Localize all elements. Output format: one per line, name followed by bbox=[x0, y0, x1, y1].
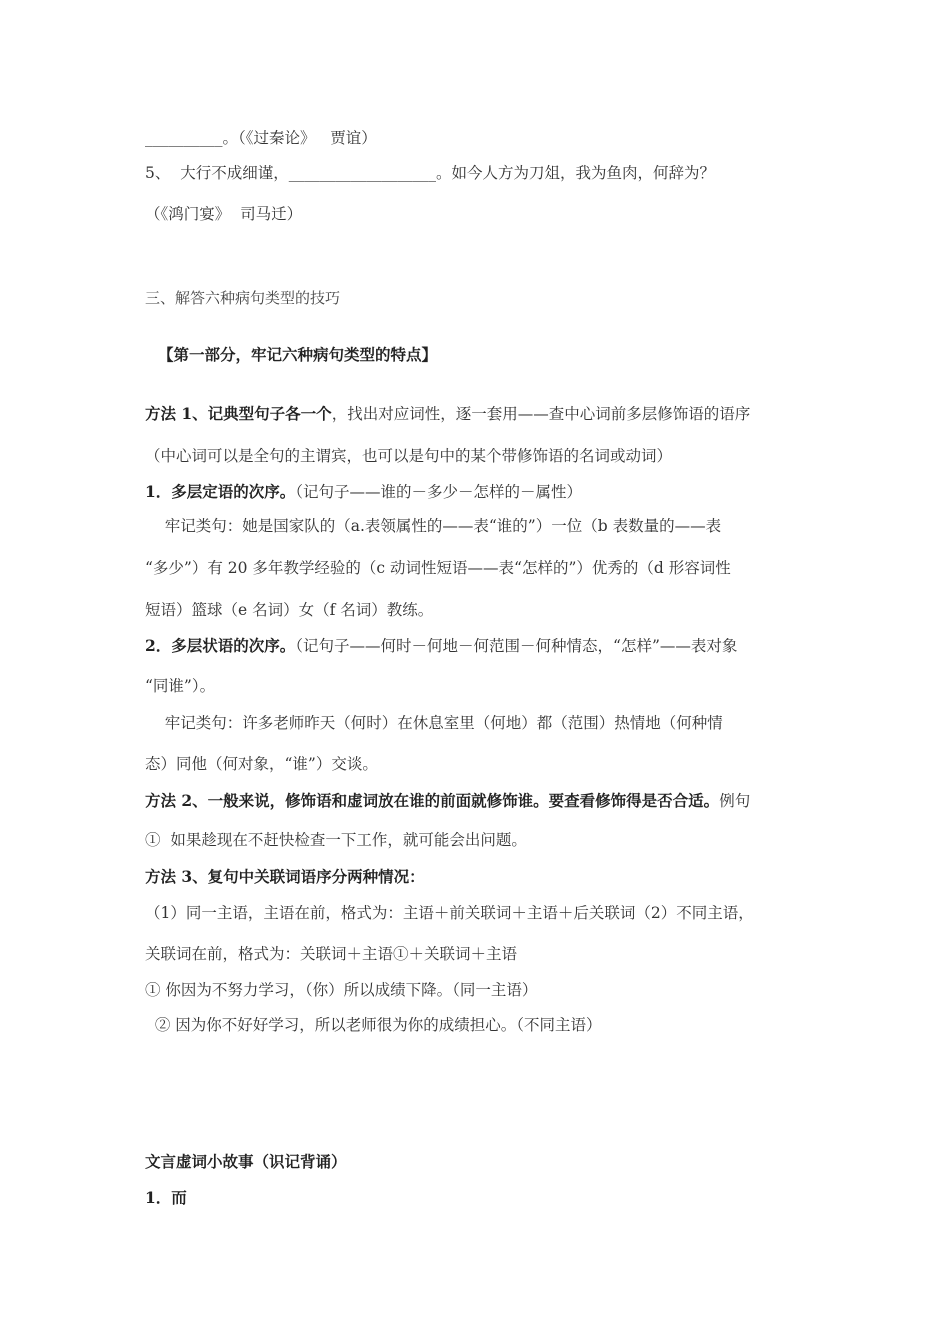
method1-line2: （中心词可以是全句的主谓宾，也可以是句中的某个带修饰语的名词或动词） bbox=[145, 447, 673, 465]
method2-line2: ① 如果趁现在不赶快检查一下工作，就可能会出问题。 bbox=[145, 831, 527, 849]
method2-rest: 例句 bbox=[719, 792, 751, 810]
fill-line-guoqinlun: __________。（《过秦论》 贾谊） bbox=[145, 129, 377, 147]
fill-line-hongmenyan: （《鸿门宴》 司马迁） bbox=[145, 205, 303, 223]
method3-line2: 关联词在前，格式为：关联词＋主语①＋关联词＋主语 bbox=[145, 945, 518, 963]
item2-heading bbox=[145, 636, 737, 656]
item1-example-2: “多少”）有 20 多年教学经验的（c 动词性短语——表“怎样的”）优秀的（d 形容词性 bbox=[145, 559, 731, 577]
fill-line-5: 5、 大行不成细谨，___________________。如今人方为刀俎，我为鱼肉，何辞为？ bbox=[145, 164, 715, 182]
method3-example-2: ② 因为你不好好学习，所以老师很为你的成绩担心。（不同主语） bbox=[145, 1016, 602, 1034]
method1-line1 bbox=[145, 404, 750, 424]
item2-line2: “同谁”）。 bbox=[145, 677, 216, 695]
item1-example-3: 短语）篮球（e 名词）女（f 名词）教练。 bbox=[145, 601, 434, 619]
item2-example-2: 态）同他（何对象，“谁”）交谈。 bbox=[145, 755, 378, 773]
method2-bold: 方法 2、一般来说，修饰语和虚词放在谁的前面就修饰谁。要查看修饰得是否合适。 bbox=[145, 791, 720, 810]
item1-rest: （记句子——谁的－多少－怎样的－属性） bbox=[295, 483, 583, 501]
item2-example-1: 牢记类句：许多老师昨天（何时）在休息室里（何地）都（范围）热情地（何种情 bbox=[145, 714, 723, 732]
section-title: 三、解答六种病句类型的技巧 bbox=[145, 289, 341, 307]
part1-title: 【第一部分，牢记六种病句类型的特点】 bbox=[158, 345, 438, 364]
story-title: 文言虚词小故事（识记背诵） bbox=[145, 1152, 347, 1171]
method2-line1 bbox=[145, 791, 750, 811]
story-item-1: 1．而 bbox=[145, 1188, 187, 1207]
method3-line1: （1）同一主语，主语在前，格式为：主语＋前关联词＋主语＋后关联词（2）不同主语， bbox=[145, 904, 754, 922]
method3-heading: 方法 3、复句中关联词语序分两种情况： bbox=[145, 867, 425, 886]
item2-rest: （记句子——何时－何地－何范围－何种情态，“怎样”——表对象 bbox=[295, 637, 738, 655]
method3-example-1: ① 你因为不努力学习，（你）所以成绩下降。（同一主语） bbox=[145, 981, 538, 999]
method1-rest: ，找出对应词性，逐一套用——查中心词前多层修饰语的语序 bbox=[331, 405, 751, 423]
item1-example-1: 牢记类句：她是国家队的（a.表领属性的——表“谁的”）一位（b 表数量的——表 bbox=[145, 517, 722, 535]
item1-heading bbox=[145, 482, 582, 502]
item1-bold: 1．多层定语的次序。 bbox=[145, 482, 296, 501]
method1-bold: 方法 1、记典型句子各一个 bbox=[145, 404, 332, 423]
item2-bold: 2．多层状语的次序。 bbox=[145, 636, 296, 655]
